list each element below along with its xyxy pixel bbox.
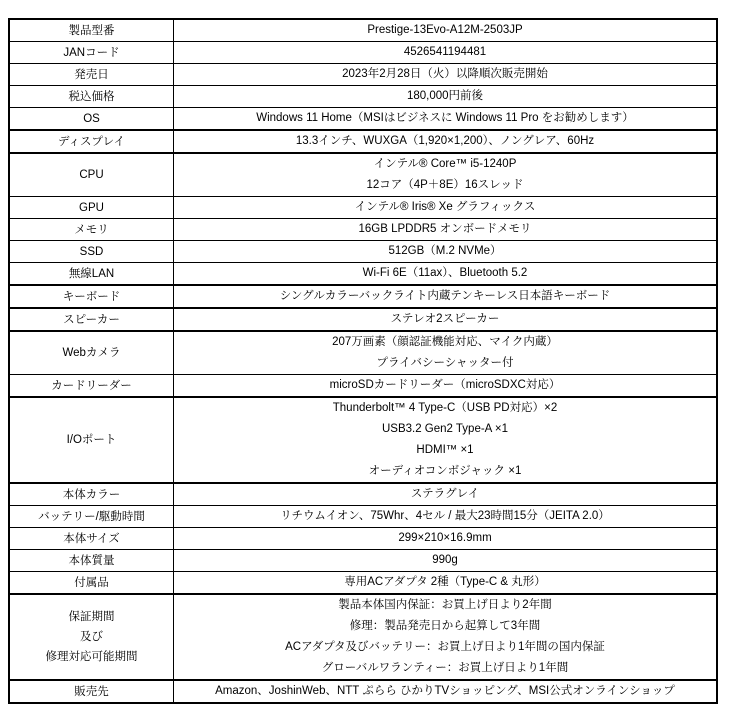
spec-value-cell <box>174 241 716 262</box>
spec-value-cell <box>174 506 716 527</box>
spec-label: JANコード <box>63 46 120 59</box>
spec-value-cell <box>174 86 716 107</box>
spec-label-cell <box>10 398 174 482</box>
spec-row <box>10 64 716 86</box>
spec-row <box>10 398 716 484</box>
spec-label: 及び <box>80 631 103 643</box>
spec-label: SSD <box>79 245 104 258</box>
spec-label-cell <box>10 309 174 330</box>
spec-label: 本体サイズ <box>63 532 120 545</box>
spec-value-cell <box>174 286 716 307</box>
spec-value-cell <box>174 20 716 41</box>
spec-label: メモリ <box>74 223 109 236</box>
spec-value-cell <box>174 131 716 152</box>
spec-value-line: 専用ACアダプタ 2種（Type-C & 丸形） <box>344 576 546 588</box>
spec-row <box>10 219 716 241</box>
spec-value-line: 12コア（4P＋8E）16スレッド <box>366 179 524 191</box>
spec-value-cell <box>174 219 716 240</box>
spec-label: バッテリー/駆動時間 <box>38 510 145 523</box>
spec-row <box>10 263 716 286</box>
spec-value-cell <box>174 332 716 374</box>
spec-value-cell <box>174 572 716 593</box>
spec-label-cell <box>10 332 174 374</box>
spec-label-cell <box>10 219 174 240</box>
spec-label: スピーカー <box>63 313 120 326</box>
spec-label-cell <box>10 108 174 129</box>
spec-label-cell <box>10 595 174 679</box>
spec-value-line: インテル® Iris® Xe グラフィックス <box>354 201 536 213</box>
spec-label: 販売先 <box>74 685 109 698</box>
spec-value-line: Thunderbolt™ 4 Type-C（USB PD対応）×2 <box>332 402 558 414</box>
spec-value-cell <box>174 681 716 702</box>
spec-label-cell <box>10 286 174 307</box>
spec-label: カードリーダー <box>51 379 132 392</box>
spec-value-cell <box>174 42 716 63</box>
spec-row <box>10 131 716 154</box>
spec-label-cell <box>10 484 174 505</box>
spec-row <box>10 108 716 131</box>
spec-value-cell <box>174 484 716 505</box>
spec-value-line: 512GB（M.2 NVMe） <box>388 245 502 257</box>
spec-value-line: 299×210×16.9mm <box>398 532 492 544</box>
spec-value-line: Windows 11 Home（MSIはビジネスに Windows 11 Pro をお勧めします） <box>256 112 634 124</box>
spec-label: 保証期間 <box>68 611 115 623</box>
spec-label: Webカメラ <box>62 347 121 359</box>
spec-label: 製品型番 <box>68 24 115 37</box>
spec-value-line: 13.3インチ、WUXGA（1,920×1,200）、ノングレア、60Hz <box>295 135 595 147</box>
spec-label: 税込価格 <box>68 90 115 103</box>
spec-value-line: 207万画素（顔認証機能対応、マイク内蔵） <box>332 336 558 348</box>
spec-label-cell <box>10 241 174 262</box>
spec-row <box>10 572 716 595</box>
spec-label: ディスプレイ <box>57 135 126 148</box>
spec-label: CPU <box>79 169 104 181</box>
spec-value-line: 製品本体国内保証：お買上げ日より2年間 <box>338 599 552 611</box>
spec-value-cell <box>174 398 716 482</box>
spec-value-cell <box>174 309 716 330</box>
spec-row <box>10 309 716 332</box>
spec-label-cell <box>10 263 174 284</box>
spec-value-line: ステレオ2スピーカー <box>390 313 500 325</box>
spec-value-line: 16GB LPDDR5 オンボードメモリ <box>358 223 532 235</box>
spec-value-line: ステラグレイ <box>410 488 480 500</box>
spec-value-line: グローバルワランティー：お買上げ日より1年間 <box>321 662 569 674</box>
spec-value-line: Prestige-13Evo-A12M-2503JP <box>367 24 523 36</box>
spec-label-cell <box>10 197 174 218</box>
spec-row <box>10 197 716 219</box>
spec-value-cell <box>174 197 716 218</box>
spec-value-line: Amazon、JoshinWeb、NTT ぷらら ひかりTVショッピング、MSI公式オンラインショップ <box>215 685 675 697</box>
spec-value-line: microSDカードリーダー（microSDXC対応） <box>329 379 561 391</box>
spec-row <box>10 286 716 309</box>
spec-value-line: 180,000円前後 <box>406 90 484 102</box>
spec-value-cell <box>174 375 716 396</box>
spec-row <box>10 86 716 108</box>
spec-value-line: リチウムイオン、75Whr、4セル / 最大23時間15分（JEITA 2.0） <box>280 510 610 522</box>
spec-row <box>10 241 716 263</box>
spec-label-cell <box>10 550 174 571</box>
spec-value-line: ACアダプタ及びバッテリー：お買上げ日より1年間の国内保証 <box>285 641 605 653</box>
spec-label: 付属品 <box>74 576 109 589</box>
spec-label-cell <box>10 64 174 85</box>
spec-label: 無線LAN <box>68 267 115 280</box>
spec-row <box>10 595 716 681</box>
spec-label-cell <box>10 154 174 196</box>
spec-label: 発売日 <box>74 68 109 81</box>
spec-value-line: 2023年2月28日（火）以降順次販売開始 <box>342 68 548 80</box>
spec-label-cell <box>10 131 174 152</box>
spec-value-line: HDMI™ ×1 <box>416 444 474 456</box>
spec-label: GPU <box>79 201 104 214</box>
spec-row <box>10 20 716 42</box>
spec-row <box>10 484 716 506</box>
spec-label: OS <box>83 112 100 125</box>
spec-label-cell <box>10 20 174 41</box>
spec-label-cell <box>10 375 174 396</box>
spec-value-cell <box>174 108 716 129</box>
spec-row <box>10 528 716 550</box>
spec-value-line: 990g <box>432 554 458 566</box>
spec-label: キーボード <box>62 290 121 303</box>
spec-value-line: 4526541194481 <box>403 46 487 58</box>
spec-value-line: プライバシーシャッター付 <box>376 357 514 369</box>
spec-label: 修理対応可能期間 <box>45 651 138 663</box>
spec-value-cell <box>174 64 716 85</box>
spec-label-cell <box>10 572 174 593</box>
spec-label-cell <box>10 528 174 549</box>
spec-value-cell <box>174 154 716 196</box>
spec-value-line: オーディオコンボジャック ×1 <box>368 465 522 477</box>
spec-value-cell <box>174 528 716 549</box>
spec-label: 本体カラー <box>62 488 121 501</box>
spec-row <box>10 332 716 375</box>
spec-row <box>10 42 716 64</box>
spec-row <box>10 550 716 572</box>
spec-label-cell <box>10 86 174 107</box>
spec-row <box>10 681 716 702</box>
spec-value-cell <box>174 263 716 284</box>
spec-value-line: USB3.2 Gen2 Type-A ×1 <box>381 423 509 435</box>
spec-value-cell <box>174 550 716 571</box>
spec-row <box>10 375 716 398</box>
product-spec-table <box>8 18 718 704</box>
spec-label-cell <box>10 681 174 702</box>
spec-value-line: インテル® Core™ i5-1240P <box>373 158 517 170</box>
spec-value-line: シングルカラーバックライト内蔵テンキーレス日本語キーボード <box>279 290 611 302</box>
spec-label-cell <box>10 506 174 527</box>
spec-row <box>10 506 716 528</box>
spec-label-cell <box>10 42 174 63</box>
spec-value-line: Wi-Fi 6E（11ax）、Bluetooth 5.2 <box>362 267 528 279</box>
spec-label: 本体質量 <box>68 554 115 567</box>
spec-row <box>10 154 716 197</box>
spec-label: I/Oポート <box>66 434 117 446</box>
spec-value-cell <box>174 595 716 679</box>
spec-value-line: 修理：製品発売日から起算して3年間 <box>349 620 541 632</box>
